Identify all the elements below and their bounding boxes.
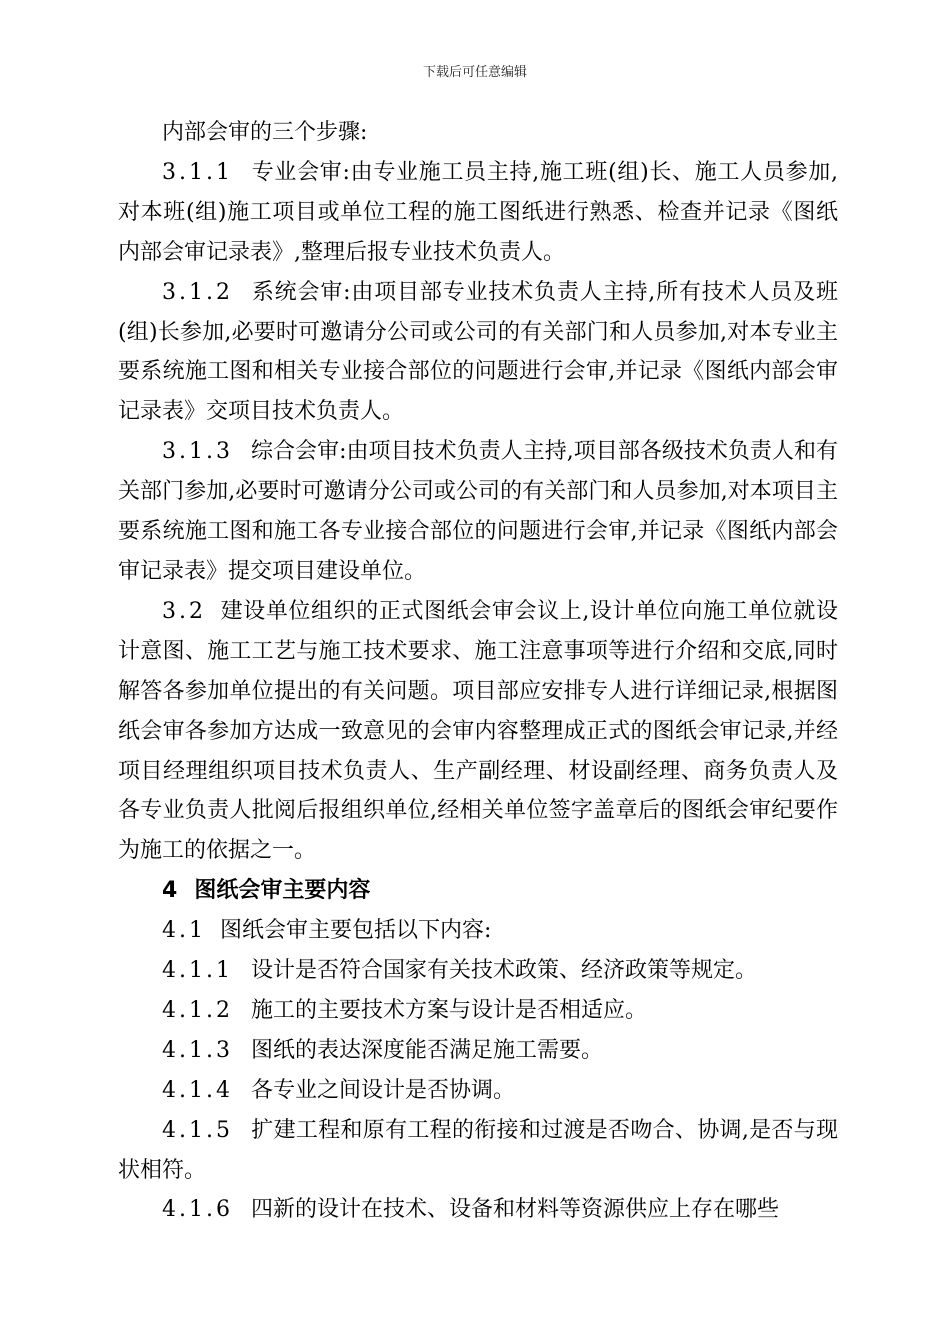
paragraph <box>118 1071 838 1111</box>
paragraph-text: 综合会审:由项目技术负责人主持,项目部各级技术负责人和有关部门参加,必要时可邀请分公司或公司的有关部门和人员参加,对本项目主要系统施工图和施工各专业接合部位的问题进行会审,并记录《图纸内部会审记录表》提交项目建设单位。 <box>118 439 838 584</box>
paragraph <box>118 273 838 433</box>
paragraph <box>118 1031 838 1071</box>
paragraph <box>118 911 838 951</box>
document-body <box>118 113 838 1230</box>
section-number: 3.1.2 <box>162 279 233 305</box>
paragraph <box>118 432 838 592</box>
paragraph-text: 各专业之间设计是否协调。 <box>250 1077 515 1103</box>
paragraph-text: 设计是否符合国家有关技术政策、经济政策等规定。 <box>250 958 757 984</box>
paragraph-text: 建设单位组织的正式图纸会审会议上,设计单位向施工单位就设计意图、施工工艺与施工技术要求、施工注意事项等进行介绍和交底,同时解答各参加单位提出的有关问题。项目部应安排专人进行详细记录,根据图纸会审各参加方达成一致意见的会审内容整理成正式的图纸会审记录,并经项目经理组织项目技术负责人、生产副经理、材设副经理、商务负责人及各专业负责人批阅后报组织单位,经相关单位签字盖章后的图纸会审纪要作为施工的依据之一。 <box>118 598 838 864</box>
paragraph-text: 系统会审:由项目部专业技术负责人主持,所有技术人员及班(组)长参加,必要时可邀请分公司或公司的有关部门和人员参加,对本专业主要系统施工图和相关专业接合部位的问题进行会审,并记录《图纸内部会审记录表》交项目技术负责人。 <box>118 279 838 425</box>
section-number: 3.1.3 <box>162 439 233 465</box>
section-number: 4.1.4 <box>162 1077 233 1103</box>
paragraph-text: 图纸会审主要包括以下内容: <box>220 918 492 944</box>
paragraph <box>118 592 838 871</box>
section-number: 4.1.2 <box>162 997 233 1023</box>
paragraph <box>118 1190 838 1230</box>
section-number: 4.1.1 <box>162 958 233 984</box>
section-number: 4.1.6 <box>162 1197 233 1223</box>
section-number: 4.1.3 <box>162 1037 233 1063</box>
paragraph <box>118 991 838 1031</box>
paragraph <box>118 1111 838 1191</box>
paragraph-text: 施工的主要技术方案与设计是否相适应。 <box>250 997 647 1023</box>
paragraph-text: 四新的设计在技术、设备和材料等资源供应上存在哪些 <box>250 1197 779 1223</box>
section-number: 4.1 <box>162 918 206 944</box>
page-header-note: 下载后可任意编辑 <box>422 65 527 80</box>
section-number: 4 <box>162 878 181 904</box>
paragraph-text: 扩建工程和原有工程的衔接和过渡是否吻合、协调,是否与现状相符。 <box>118 1117 838 1183</box>
section-number: 3.2 <box>162 598 206 624</box>
section-number: 3.1.1 <box>162 159 233 185</box>
section-heading <box>118 871 838 911</box>
paragraph-text: 专业会审:由专业施工员主持,施工班(组)长、施工人员参加,对本班(组)施工项目或单位工程的施工图纸进行熟悉、检查并记录《图纸内部会审记录表》,整理后报专业技术负责人。 <box>118 159 838 265</box>
paragraph <box>118 951 838 991</box>
heading-text: 图纸会审主要内容 <box>194 878 371 904</box>
paragraph-text: 内部会审的三个步骤: <box>162 120 368 145</box>
section-number: 4.1.5 <box>162 1117 233 1143</box>
paragraph <box>118 153 838 273</box>
paragraph-text: 图纸的表达深度能否满足施工需要。 <box>250 1037 603 1063</box>
paragraph <box>118 113 838 153</box>
